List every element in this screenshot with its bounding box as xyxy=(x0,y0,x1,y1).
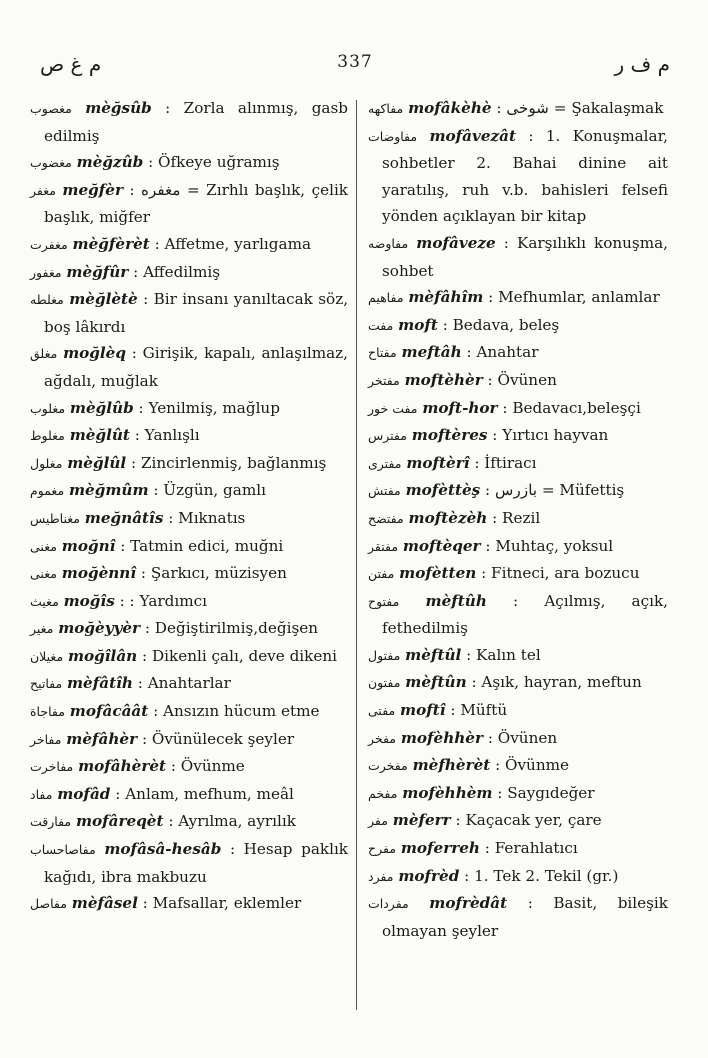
arabic-headword: مفاهيم xyxy=(368,290,404,306)
latin-headword: mèfhèrèt xyxy=(412,756,491,775)
definition: : Bir insanı yanıltacak söz, boş lâkırdı xyxy=(44,290,349,336)
latin-headword: mèftûl xyxy=(405,645,462,664)
definition: : Bedavacı,beleşçi xyxy=(502,398,641,417)
header-right-letters: م ف ر xyxy=(614,52,670,76)
arabic-headword: مفاصاحساب xyxy=(30,842,96,858)
latin-headword: moftèqer xyxy=(402,536,481,555)
right-column xyxy=(368,95,668,944)
latin-headword: moğîs xyxy=(63,591,115,610)
arabic-headword: مغفور xyxy=(30,264,62,280)
arabic-headword: مفترى xyxy=(368,455,402,471)
arabic-headword: مفاجاة xyxy=(30,704,65,720)
arabic-headword: مغنى xyxy=(30,538,57,554)
definition: : Üzgün, gamlı xyxy=(153,481,266,500)
latin-headword: moğnî xyxy=(61,536,116,555)
arabic-headword: مفاوضه xyxy=(368,235,409,251)
definition: : Zincirlenmiş, bağlanmış xyxy=(131,453,327,472)
latin-headword: mèğlûb xyxy=(69,398,134,417)
definition: : Kalın tel xyxy=(466,645,541,664)
latin-headword: moftèhèr xyxy=(404,370,483,389)
latin-headword: mofâcâât xyxy=(69,702,149,721)
definition: : Yırtıcı hayvan xyxy=(492,426,609,445)
dictionary-entry xyxy=(30,177,348,231)
dictionary-entry xyxy=(368,890,668,944)
arabic-headword: مفاخرت xyxy=(30,759,74,775)
dictionary-entry xyxy=(368,123,668,230)
arabic-headword: مغلوط xyxy=(30,428,65,444)
latin-headword: moftèrî xyxy=(406,453,470,472)
definition: : Fitneci, ara bozucu xyxy=(481,564,640,583)
dictionary-entry xyxy=(30,505,348,533)
latin-headword: mofrèdât xyxy=(429,894,508,913)
latin-headword: moftères xyxy=(411,426,488,445)
definition: : Mafsallar, eklemler xyxy=(142,894,302,913)
definition: : Mıknatıs xyxy=(168,508,246,527)
page-number: 337 xyxy=(337,52,373,72)
dictionary-entry xyxy=(30,231,348,259)
arabic-headword: مغلول xyxy=(30,455,63,471)
arabic-headword: مفتقر xyxy=(368,538,399,554)
latin-headword: mofâhèrèt xyxy=(78,757,167,776)
dictionary-entry xyxy=(30,286,348,340)
latin-headword: mofâveze xyxy=(416,233,496,252)
latin-headword: mèfâsel xyxy=(71,894,138,913)
definition: : İftiracı xyxy=(474,453,537,472)
latin-headword: mofâkèhè xyxy=(408,99,492,117)
latin-headword: mofâreqèt xyxy=(75,812,164,831)
latin-headword: mèferr xyxy=(392,811,451,830)
definition: : Yenilmiş, mağlup xyxy=(138,398,280,417)
definition: : Anlam, mefhum, meâl xyxy=(115,784,294,803)
arabic-headword: مغلطه xyxy=(30,292,64,308)
definition: : Girişik, kapalı, anlaşılmaz, ağdalı, muğlak xyxy=(44,344,349,390)
dictionary-entry xyxy=(368,588,668,642)
latin-headword: mèfâtîh xyxy=(66,674,133,693)
definition: : Öfkeye uğramış xyxy=(148,153,280,172)
latin-headword: mofâd xyxy=(57,784,111,803)
latin-headword: mèftûn xyxy=(405,673,467,692)
definition: : Karşılıklı konuşma, sohbet xyxy=(382,233,669,280)
latin-headword: mèğmûm xyxy=(68,481,149,500)
dictionary-entry xyxy=(30,808,348,836)
left-column xyxy=(30,95,348,918)
definition: : Zorla alınmış, gasb edilmiş xyxy=(44,99,349,145)
definition: : 1. Tek 2. Tekil (gr.) xyxy=(464,866,619,885)
definition: : Anahtarlar xyxy=(137,674,231,693)
arabic-headword: مفخر xyxy=(368,730,396,746)
arabic-headword: مفرد xyxy=(368,868,394,884)
definition: : Kaçacak yer, çare xyxy=(455,811,602,830)
dictionary-entry xyxy=(368,95,668,123)
definition: : Rezil xyxy=(492,508,541,527)
definition: : شوخى = Şakalaşmak xyxy=(496,99,664,117)
arabic-headword: مفاكهه xyxy=(368,101,404,116)
dictionary-entry xyxy=(368,863,668,891)
arabic-headword: مغيث xyxy=(30,593,59,609)
latin-headword: moğènnî xyxy=(61,564,137,583)
dictionary-entry xyxy=(368,533,668,561)
arabic-headword: مفتون xyxy=(368,675,401,691)
arabic-headword: مفخم xyxy=(368,785,398,801)
dictionary-entry xyxy=(30,753,348,781)
arabic-headword: مفخرت xyxy=(368,758,408,774)
dictionary-entry xyxy=(30,670,348,698)
dictionary-entry xyxy=(30,533,348,561)
dictionary-entry xyxy=(30,560,348,588)
latin-headword: meğfèr xyxy=(62,180,123,199)
arabic-headword: مفرح xyxy=(368,841,396,857)
definition: : : Yardımcı xyxy=(119,591,207,610)
latin-headword: meftâh xyxy=(401,343,462,362)
dictionary-entry xyxy=(30,450,348,478)
definition: : Açılmış, açık, fethedilmiş xyxy=(382,591,669,638)
definition: : Dikenli çalı, deve dikeni xyxy=(142,646,337,665)
dictionary-entry xyxy=(368,450,668,478)
arabic-headword: مفاتيح xyxy=(30,676,63,692)
dictionary-entry xyxy=(368,560,668,588)
latin-headword: mèftûh xyxy=(425,591,487,610)
latin-headword: mèfâhîm xyxy=(408,288,484,307)
dictionary-entry xyxy=(368,807,668,835)
definition: : Saygıdeğer xyxy=(497,783,595,802)
dictionary-entry xyxy=(368,669,668,697)
arabic-headword: مغناطيس xyxy=(30,510,80,526)
definition: : Basit, bileşik olmayan şeyler xyxy=(382,894,668,940)
arabic-headword: مغيلان xyxy=(30,648,64,664)
definition: : Bedava, beleş xyxy=(442,315,560,334)
dictionary-entry xyxy=(30,726,348,754)
definition: : 1. Konuşmalar, sohbetler 2. Bahai dinine ait yaratılış, ruh v.b. bahisleri felsefi yönden açıklayan bir kitap xyxy=(382,126,668,226)
arabic-headword: مغفرت xyxy=(30,236,68,252)
definition: : Ferahlatıcı xyxy=(484,839,578,858)
arabic-headword: مفر xyxy=(368,813,388,829)
dictionary-entry xyxy=(30,259,348,287)
dictionary-entry xyxy=(368,312,668,340)
definition: : Anahtar xyxy=(466,343,539,362)
arabic-headword: مغصوب xyxy=(30,101,72,116)
arabic-headword: مغضوب xyxy=(30,155,72,171)
arabic-headword: مفتخر xyxy=(368,372,400,388)
latin-headword: mofèttèş xyxy=(405,481,481,500)
header-left-letters: م غ ص xyxy=(40,52,102,76)
arabic-headword: مفاد xyxy=(30,786,53,802)
arabic-headword: مفاصل xyxy=(30,896,67,912)
dictionary-entry xyxy=(368,284,668,312)
dictionary-entry xyxy=(30,395,348,423)
latin-headword: moğèyyèr xyxy=(58,619,141,638)
column-divider xyxy=(356,100,357,1010)
latin-headword: mofèhhèr xyxy=(400,728,483,747)
definition: : Tatmin edici, muğni xyxy=(120,536,284,555)
latin-headword: mofèhhèm xyxy=(402,783,493,802)
definition: : Aşık, hayran, meftun xyxy=(471,673,642,692)
dictionary-entry xyxy=(30,588,348,616)
definition: : Hesap paklık kağıdı, ibra makbuzu xyxy=(44,840,349,886)
latin-headword: mofâsâ-hesâb xyxy=(104,840,222,859)
dictionary-entry xyxy=(30,340,348,394)
dictionary-entry xyxy=(368,477,668,505)
dictionary-entry xyxy=(368,725,668,753)
definition: : Muhtaç, yoksul xyxy=(485,536,614,555)
latin-headword: moferreh xyxy=(400,839,480,858)
definition: : Yanlışlı xyxy=(134,426,200,445)
arabic-headword: مفتى xyxy=(368,703,396,719)
latin-headword: moftèzèh xyxy=(408,508,488,527)
arabic-headword: مغلق xyxy=(30,346,58,362)
definition: : Övünen xyxy=(487,370,557,389)
latin-headword: mèğlètè xyxy=(69,290,138,309)
definition: : Övünen xyxy=(487,728,558,747)
latin-headword: moftî xyxy=(400,701,446,720)
arabic-headword: مفردات xyxy=(368,896,409,912)
arabic-headword: مفترس xyxy=(368,428,407,444)
definition: : Affedilmiş xyxy=(133,262,221,281)
arabic-headword: مفارقت xyxy=(30,814,72,830)
latin-headword: moğlèq xyxy=(63,344,126,363)
definition: : Övünme xyxy=(495,756,570,775)
definition: : Affetme, yarlıgama xyxy=(154,234,312,253)
definition: : Mefhumlar, anlamlar xyxy=(488,288,660,307)
page-header xyxy=(30,50,680,78)
dictionary-entry xyxy=(368,422,668,450)
latin-headword: mofâvezât xyxy=(429,126,516,145)
dictionary-entry xyxy=(368,697,668,725)
latin-headword: mèğfèrèt xyxy=(72,234,150,253)
latin-headword: meğnâtîs xyxy=(84,508,164,527)
dictionary-entry xyxy=(30,149,348,177)
latin-headword: moft xyxy=(398,315,438,334)
definition: : Değiştirilmiş,değişen xyxy=(144,619,319,638)
dictionary-entry xyxy=(30,890,348,918)
arabic-headword: مغنى xyxy=(30,566,57,582)
arabic-headword: مفت xyxy=(368,317,394,333)
latin-headword: mèğlût xyxy=(69,426,130,445)
arabic-headword: مغموم xyxy=(30,483,65,499)
dictionary-entry xyxy=(368,780,668,808)
arabic-headword: مفت خور xyxy=(368,400,418,416)
dictionary-entry xyxy=(368,752,668,780)
latin-headword: mèğzûb xyxy=(76,153,144,172)
arabic-headword: مغير xyxy=(30,621,54,637)
latin-headword: mèğfûr xyxy=(66,262,129,281)
dictionary-entry xyxy=(368,367,668,395)
latin-headword: mèfâhèr xyxy=(66,729,138,748)
latin-headword: mofrèd xyxy=(398,866,460,885)
latin-headword: moft-hor xyxy=(422,398,498,417)
dictionary-entry xyxy=(30,422,348,450)
dictionary-entry xyxy=(368,339,668,367)
dictionary-entry xyxy=(368,505,668,533)
definition: : Şarkıcı, müzisyen xyxy=(140,564,287,583)
arabic-headword: مفاخر xyxy=(30,731,62,747)
dictionary-entry xyxy=(30,698,348,726)
arabic-headword: مغفر xyxy=(30,182,56,198)
dictionary-entry xyxy=(30,615,348,643)
arabic-headword: مغلوب xyxy=(30,400,66,416)
arabic-headword: مفتن xyxy=(368,566,395,582)
definition: : بازرس = Müfettiş xyxy=(485,481,625,500)
arabic-headword: مفتش xyxy=(368,483,401,499)
latin-headword: mofètten xyxy=(399,564,477,583)
dictionary-entry xyxy=(30,781,348,809)
definition: : Övünülecek şeyler xyxy=(141,729,295,748)
arabic-headword: مفتضح xyxy=(368,510,404,526)
dictionary-entry xyxy=(30,836,348,890)
arabic-headword: مفتوح xyxy=(368,593,400,609)
arabic-headword: مفتول xyxy=(368,647,401,663)
definition: : Müftü xyxy=(450,701,508,720)
definition: : Ayrılma, ayrılık xyxy=(168,812,296,831)
arabic-headword: مفتاح xyxy=(368,345,397,361)
dictionary-entry xyxy=(368,395,668,423)
arabic-headword: مفاوضات xyxy=(368,128,418,144)
dictionary-entry xyxy=(30,95,348,149)
latin-headword: moğîlân xyxy=(67,646,138,665)
latin-headword: mèğlûl xyxy=(67,453,127,472)
dictionary-entry xyxy=(30,477,348,505)
dictionary-entry xyxy=(368,230,668,284)
dictionary-entry xyxy=(30,643,348,671)
definition: : مغفره = Zırhlı başlık, çelik başlık, miğfer xyxy=(44,180,349,227)
definition: : Ansızın hücum etme xyxy=(153,702,320,721)
dictionary-entry xyxy=(368,835,668,863)
definition: : Övünme xyxy=(170,757,245,776)
dictionary-entry xyxy=(368,642,668,670)
latin-headword: mèğsûb xyxy=(85,99,152,117)
